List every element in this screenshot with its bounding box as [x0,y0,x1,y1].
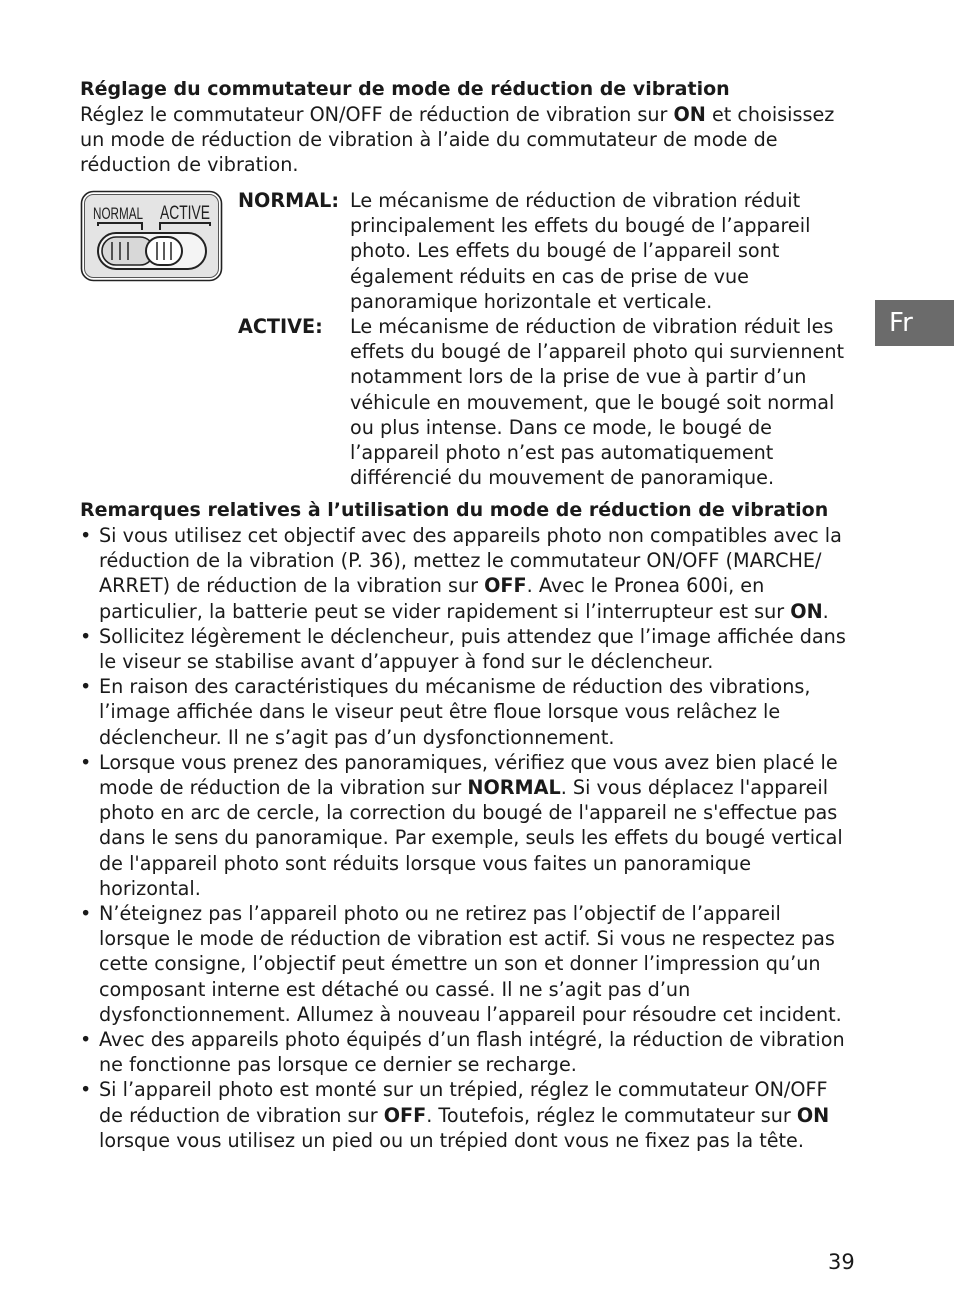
switch-label-normal: NORMAL [93,204,143,223]
list-item: • Si l’appareil photo est monté sur un trépied, réglez le commutateur ON/OFF de réduction de vibration sur OFF. Toutefois, réglez le commutateur sur ON lorsque vous utilisez un pied ou un trépied dont vous ne fixez pas la tête. [80,1077,850,1153]
mode-label-normal: NORMAL: [238,189,339,212]
list-item: • En raison des caractéristiques du mécanisme de réduction des vibrations, l’image affichée dans le viseur peut être floue lorsque vous relâchez le déclencheur. Il ne s’agit pas d’un dysfonctionnement. [80,674,850,750]
mode-description-normal: Le mécanisme de réduction de vibration réduit principalement les effets du bougé de l’appareil photo. Les effets du bougé de l’appareil sont également réduits en cas de prise de vue panoramique horizontale et verticale. [350,189,811,313]
switch-label-active: ACTIVE [160,203,210,224]
intro-text-end: et choisissez un mode de réduction de vibration à l’aide du commutateur de mode de réduction de vibration. [80,103,835,177]
section-intro [80,102,850,178]
list-item: • N’éteignez pas l’appareil photo ou ne retirez pas l’objectif de l’appareil lorsque le mode de réduction de vibration est actif. Si vous ne respectez pas cette consigne, l’objectif peut émettre un son et donner l’impression qu’un composant interne est détaché ou cassé. Il ne s’agit pas d’un dysfonctionnement. Allumez à nouveau l’appareil pour résoudre cet incident. [80,901,850,1027]
section-heading: Réglage du commutateur de mode de réduction de vibration [80,78,730,100]
list-item: • Lorsque vous prenez des panoramiques, vérifiez que vous avez bien placé le mode de réduction de la vibration sur NORMAL. Si vous déplacez l'appareil photo en arc de cercle, la correction du bougé de l'appareil ne s'effectue pas dans le sens du panoramique. Par exemple, seuls les effets du bougé vertical de l'appareil photo sont réduits lorsque vous faites un panoramique horizontal. [80,750,850,901]
section-heading: Remarques relatives à l’utilisation du mode de réduction de vibration [80,499,829,521]
mode-description-active: Le mécanisme de réduction de vibration réduit les effets du bougé de l’appareil photo qui surviennent notamment lors de la prise de vue à partir d’un véhicule en mouvement, que le bougé soit normal ou plus intense. Dans ce mode, le bougé de l’appareil photo n’est pas automatiquement différencié du mouvement de panoramique. [350,315,845,490]
page-number: 39 [828,1250,855,1274]
mode-label-active: ACTIVE: [238,315,323,338]
list-item: • Si vous utilisez cet objectif avec des appareils photo non compatibles avec la réduction de la vibration (P. 36), mettez le commutateur ON/OFF (MARCHE/ ARRET) de réduction de la vibration sur OFF. Avec le Pronea 600i, en particulier, la batterie peut se vider rapidement si l’interrupteur est sur ON. [80,523,850,624]
section-vr-usage-notes [80,498,850,1153]
vr-mode-switch-illustration [80,190,223,282]
notes-list [80,523,850,1153]
list-item: • Avec des appareils photo équipés d’un flash intégré, la réduction de vibration ne fonctionne pas lorsque ce dernier se recharge. [80,1027,850,1077]
language-tab: Fr [875,300,954,346]
list-item: • Sollicitez légèrement le déclencheur, puis attendez que l’image affichée dans le viseur se stabilise avant d’appuyer à fond sur le déclencheur. [80,624,850,674]
section-vr-mode-switch [80,77,850,178]
intro-bold: ON [673,103,706,126]
intro-text: Réglez le commutateur ON/OFF de réduction de vibration sur [80,103,674,126]
